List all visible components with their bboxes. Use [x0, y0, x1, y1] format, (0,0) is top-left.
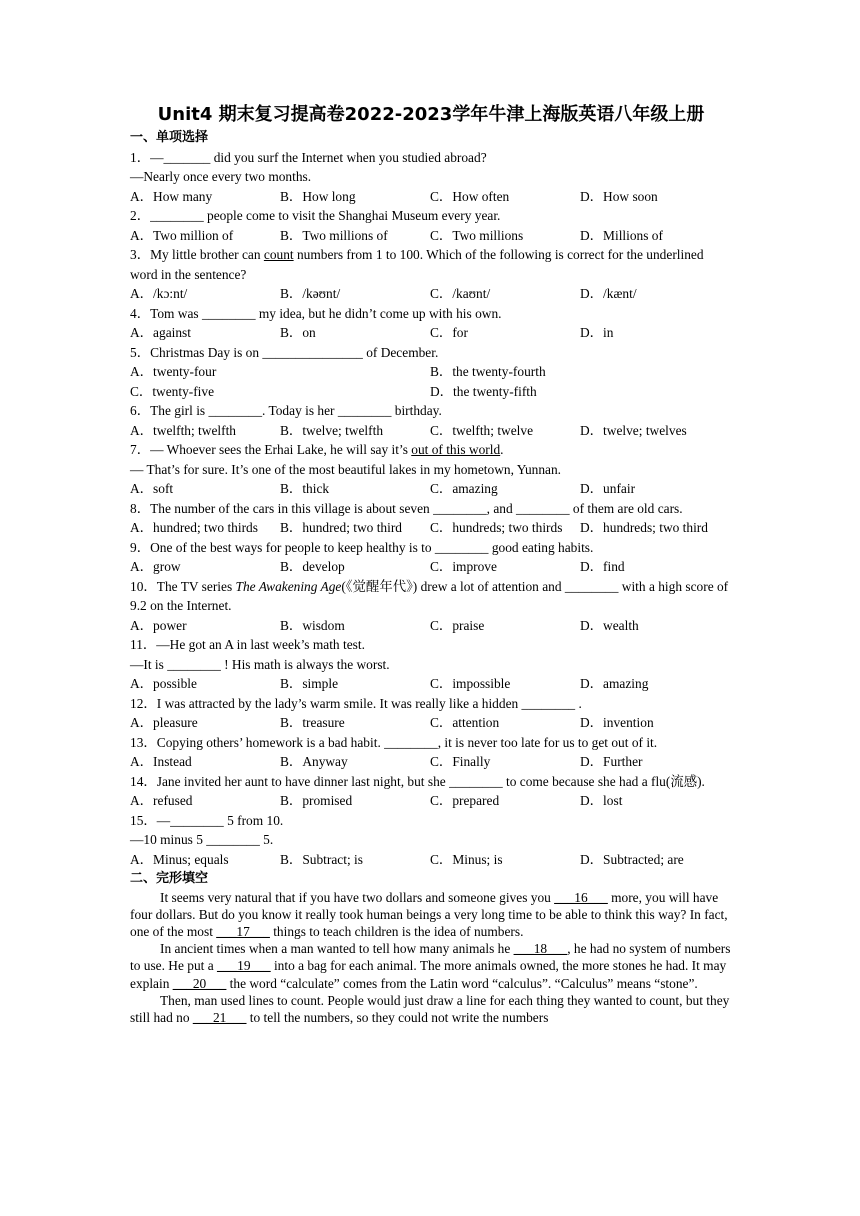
option-b: B．simple: [280, 676, 339, 691]
question-9-stem: 9．One of the best ways for people to keep healthy is to ________ good eating habits.: [130, 539, 594, 555]
question-14-options: [130, 791, 732, 811]
question-10-options: [130, 616, 732, 636]
option-b: B．wisdom: [280, 617, 345, 633]
option-a: A．Minus; equals: [130, 851, 229, 867]
option-d: D．wealth: [580, 617, 639, 633]
option-a: A．pleasure: [130, 715, 198, 730]
option-c: C．for: [430, 325, 468, 340]
question-1-stem: 1．—_______ did you surf the Internet when you studied abroad?: [130, 149, 487, 165]
option-a: A．/kɔ:nt/: [130, 286, 188, 301]
option-b: B．twelve; twelfth: [280, 422, 384, 438]
option-d: D．How soon: [580, 188, 658, 204]
document-page: [130, 102, 732, 1026]
option-b: B．/kəʊnt/: [280, 286, 341, 301]
option-a: A．grow: [130, 559, 181, 574]
cloze-paragraph-1: It seems very natural that if you have two dollars and someone gives you ___16___ more, you will have four dollars. But do you know it really took human beings a very long time to be able to think this way? In fact, one of the most ___17___ things to teach children is the idea of numbers.: [130, 889, 728, 939]
option-c: C．Two millions: [430, 227, 524, 243]
option-a: A．refused: [130, 793, 193, 808]
option-a: A．Two million of: [130, 227, 234, 243]
option-a: A．hundred; two thirds: [130, 520, 258, 535]
option-b: B．Subtract; is: [280, 851, 363, 867]
option-d: D．in: [580, 325, 614, 340]
question-11-reply: —It is ________ ! His math is always the worst.: [130, 656, 390, 672]
question-4-options: [130, 323, 732, 343]
underlined-word: count: [263, 247, 294, 262]
blank-18: ___18___: [513, 941, 568, 957]
option-d: D．Millions of: [580, 227, 663, 243]
option-c: C．How often: [430, 188, 510, 204]
cloze-paragraph-3: Then, man used lines to count. People would just draw a line for each thing they wanted to count, but they still had no ___21___ to tell the numbers, so they could not write the numbers: [130, 992, 730, 1025]
blank-16: ___16___: [554, 889, 608, 905]
option-b: B．on: [280, 325, 316, 340]
question-4-stem: 4．Tom was ________ my idea, but he didn’t come up with his own.: [130, 305, 502, 321]
option-c: C．twelfth; twelve: [430, 422, 534, 438]
question-1-reply: —Nearly once every two months.: [130, 169, 312, 184]
option-d: D．find: [580, 559, 625, 574]
option-b: B．hundred; two third: [280, 520, 402, 535]
option-b: B．Two millions of: [280, 227, 388, 243]
question-9-options: [130, 557, 732, 577]
blank-21: ___21___: [192, 1009, 247, 1025]
option-d: D．amazing: [580, 676, 649, 691]
option-c: C．Finally: [430, 754, 491, 769]
question-7-options: [130, 479, 732, 499]
option-c: C．/kaʊnt/: [430, 286, 491, 301]
option-c: C．impossible: [430, 676, 511, 691]
question-5-options-row2: [130, 382, 732, 402]
question-8-stem: 8．The number of the cars in this village is about seven ________, and ________ of them are old cars.: [130, 500, 683, 516]
option-a: A．twenty-four: [130, 364, 217, 379]
option-a: A．soft: [130, 481, 174, 496]
question-7-stem: 7．— Whoever sees the Erhai Lake, he will say it’s out of this world.: [130, 442, 504, 457]
question-3-options: [130, 284, 732, 304]
option-c: C．amazing: [430, 481, 498, 496]
option-d: D．Further: [580, 754, 643, 769]
question-10-stem: 10．The TV series The Awakening Age(《觉醒年代》) drew a lot of attention and ________ with a high score of 9.2 on the Internet.: [130, 578, 729, 613]
option-d: D．Subtracted; are: [580, 851, 684, 867]
page-title: Unit4 期末复习提高卷2022-2023学年牛津上海版英语八年级上册: [157, 104, 705, 125]
question-13-options: [130, 752, 732, 772]
option-b: B．promised: [280, 793, 353, 808]
option-b: B．treasure: [280, 715, 345, 730]
option-a: A．against: [130, 325, 191, 340]
option-b: B．How long: [280, 188, 356, 204]
option-b: B．Anyway: [280, 754, 348, 769]
question-5-stem: 5．Christmas Day is on _______________ of December.: [130, 344, 439, 360]
question-12-options: [130, 713, 732, 733]
question-15-options: [130, 850, 732, 870]
blank-17: ___17___: [216, 923, 270, 939]
option-b: B．thick: [280, 481, 330, 496]
option-c: C．praise: [430, 617, 485, 633]
option-a: A．power: [130, 617, 187, 633]
option-c: C．Minus; is: [430, 851, 503, 867]
section-heading-multiple-choice: 一、单项选择: [130, 130, 209, 145]
question-8-options: [130, 518, 732, 538]
option-d: D．invention: [580, 715, 654, 730]
question-6-stem: 6．The girl is ________. Today is her ________ birthday.: [130, 403, 442, 418]
question-1-options: [130, 187, 732, 207]
option-c: C．twenty-five: [130, 383, 215, 399]
option-d: D．the twenty-fifth: [430, 383, 537, 399]
question-11-options: [130, 674, 732, 694]
section-heading-cloze: 二、完形填空: [130, 871, 209, 886]
option-c: C．improve: [430, 559, 497, 574]
blank-20: ___20___: [172, 975, 227, 991]
question-7-reply: — That’s for sure. It’s one of the most beautiful lakes in my hometown, Yunnan.: [130, 461, 562, 477]
question-2-options: [130, 226, 732, 246]
option-c: C．prepared: [430, 793, 500, 808]
question-11-stem: 11．—He got an A in last week’s math test.: [130, 637, 365, 652]
question-13-stem: 13．Copying others’ homework is a bad habit. ________, it is never too late for us to get out of it.: [130, 734, 658, 750]
underlined-phrase: out of this world: [411, 442, 501, 457]
option-a: A．How many: [130, 188, 213, 204]
question-5-options-row1: [130, 362, 732, 382]
question-2-stem: 2．________ people come to visit the Shanghai Museum every year.: [130, 208, 501, 223]
option-d: D．hundreds; two third: [580, 520, 708, 535]
question-15-reply: —10 minus 5 ________ 5.: [130, 832, 274, 847]
cloze-paragraph-2: In ancient times when a man wanted to tell how many animals he ___18___, he had no system of numbers to use. He put a ___19___ into a bag for each animal. The more animals owned, the more stones he had. It may explain ___20___ the word “calculate” comes from the Latin word “calculus”. “Calculus” means “stone”.: [130, 941, 731, 991]
option-a: A．twelfth; twelfth: [130, 422, 236, 438]
question-15-stem: 15．—________ 5 from 10.: [130, 812, 284, 828]
option-d: D．/kænt/: [580, 286, 637, 301]
option-d: D．twelve; twelves: [580, 422, 687, 438]
option-c: C．attention: [430, 715, 500, 730]
option-b: B．develop: [280, 559, 345, 574]
question-6-options: [130, 421, 732, 441]
option-a: A．Instead: [130, 754, 192, 769]
blank-19: ___19___: [217, 958, 271, 974]
option-d: D．lost: [580, 793, 623, 808]
option-c: C．hundreds; two thirds: [430, 520, 563, 535]
question-14-stem: 14．Jane invited her aunt to have dinner last night, but she ________ to come because she had a flu(流感).: [130, 773, 705, 789]
option-b: B．the twenty-fourth: [430, 364, 546, 379]
option-a: A．possible: [130, 676, 197, 691]
option-d: D．unfair: [580, 481, 636, 496]
question-12-stem: 12．I was attracted by the lady’s warm smile. It was really like a hidden ________ .: [130, 695, 582, 711]
series-title: The Awakening Age: [235, 578, 342, 594]
question-3-stem: 3．My little brother can count numbers from 1 to 100. Which of the following is correct for the underlined word in the sentence?: [130, 247, 704, 282]
